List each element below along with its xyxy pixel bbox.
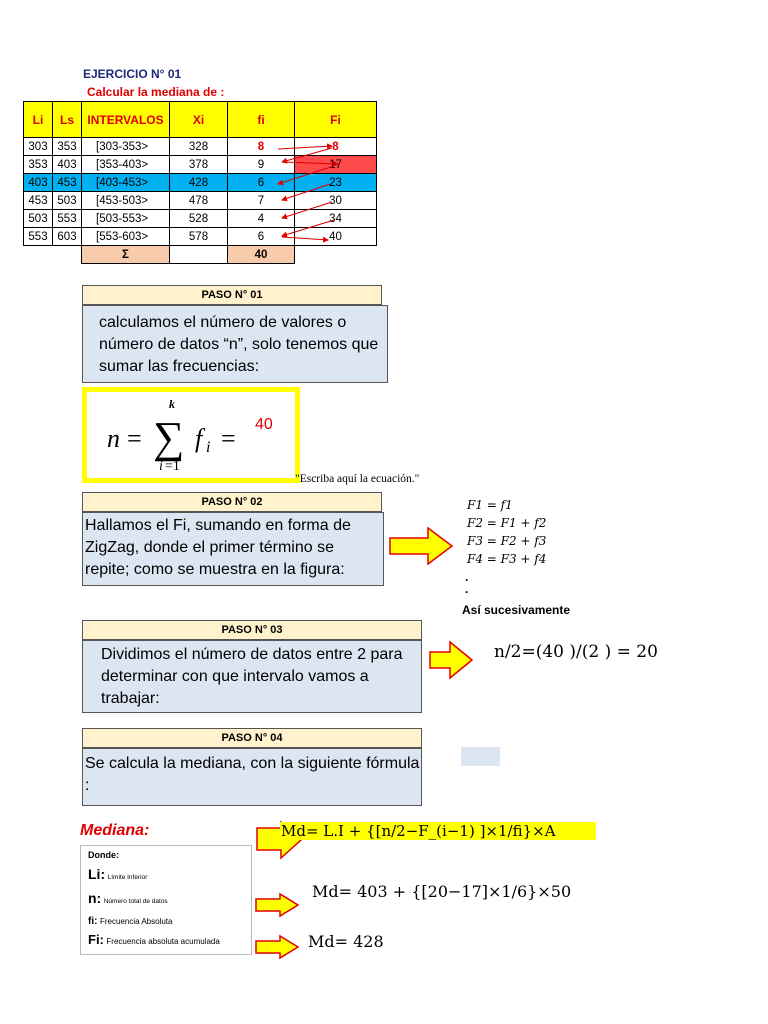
legend-desc: Número total de datos <box>103 898 168 905</box>
cell-li: 553 <box>24 228 53 246</box>
table-header-row <box>24 102 377 138</box>
dots: . <box>465 582 469 596</box>
mediana-result: Md= 428 <box>308 932 384 951</box>
cell-intervalo: [353-403> <box>82 156 170 174</box>
legend-symbol: n: <box>88 890 102 906</box>
svg-text:i: i <box>159 459 163 474</box>
sum-result: 40 <box>255 416 273 433</box>
sum-formula-box <box>82 387 300 483</box>
legend-desc: Frecuencia absoluta acumulada <box>106 937 220 946</box>
svg-text:∑: ∑ <box>153 413 185 462</box>
cell-ls: 503 <box>53 192 82 210</box>
cell-ls: 553 <box>53 210 82 228</box>
formula-line: F4 = F3 + f4 <box>467 552 547 566</box>
cell-fi: 4 <box>228 210 295 228</box>
col-li: Li <box>24 102 53 138</box>
step3-text: Dividimos el número de datos entre 2 para determinar con que intervalo vamos a trabajar: <box>82 640 422 713</box>
col-ls: Ls <box>53 102 82 138</box>
col-xi: Xi <box>170 102 228 138</box>
svg-text:k: k <box>169 397 175 411</box>
arrow-right-icon <box>388 526 456 566</box>
cell-Fi: 34 <box>295 210 377 228</box>
sum-value: 40 <box>228 246 295 264</box>
cell-xi: 578 <box>170 228 228 246</box>
cell-intervalo: [403-453> <box>82 174 170 192</box>
mediana-label: Mediana: <box>80 822 150 839</box>
exercise-title: EJERCICIO N° 01 <box>83 67 182 81</box>
sum-formula <box>87 392 295 478</box>
step4-heading: PASO N° 04 <box>82 728 422 748</box>
formula-line: F2 = F1 + f2 <box>467 516 547 530</box>
cell-ls: 353 <box>53 138 82 156</box>
cell-intervalo: [453-503> <box>82 192 170 210</box>
cell-Fi: 8 <box>295 138 377 156</box>
cell-fi: 9 <box>228 156 295 174</box>
zigzag-arrows <box>260 140 370 250</box>
arrow-right-icon <box>428 640 474 680</box>
step1-heading: PASO N° 01 <box>82 285 382 305</box>
legend-symbol: Fi: <box>88 932 104 947</box>
legend-title: Donde: <box>88 850 119 860</box>
dots: . <box>465 570 469 584</box>
cell-xi: 428 <box>170 174 228 192</box>
cell-intervalo: [553-603> <box>82 228 170 246</box>
legend-box <box>80 845 252 955</box>
step3-heading: PASO N° 03 <box>82 620 422 640</box>
cell-ls: 603 <box>53 228 82 246</box>
legend-desc: Frecuencia Absoluta <box>99 917 173 926</box>
step4-text: Se calcula la mediana, con la siguiente fórmula : <box>82 748 422 806</box>
svg-text:=1: =1 <box>165 459 180 474</box>
cell-li: 303 <box>24 138 53 156</box>
cell-fi: 8 <box>228 138 295 156</box>
mediana-formula: Md= L.I + {[n/2−F_(i−1) ]×1/fi}×A <box>281 822 556 840</box>
cell-li: 503 <box>24 210 53 228</box>
col-Fi: Fi <box>295 102 377 138</box>
cell-Fi: 17 <box>295 156 377 174</box>
fi-formulas <box>467 496 546 568</box>
step2-heading: PASO N° 02 <box>82 492 382 512</box>
mediana-substitution: Md= 403 + {[20−17]×1/6}×50 <box>312 882 572 901</box>
cell-xi: 378 <box>170 156 228 174</box>
cell-ls: 453 <box>53 174 82 192</box>
cell-li: 453 <box>24 192 53 210</box>
cell-xi: 528 <box>170 210 228 228</box>
arrow-right-icon <box>254 934 300 960</box>
step2-text: Hallamos el Fi, sumando en forma de ZigZag, donde el primer término se repite; como se muestra en la figura: <box>82 512 384 586</box>
n-half-formula: n/2=(40 )/(2 ) = 20 <box>494 642 658 662</box>
cell-Fi: 40 <box>295 228 377 246</box>
cell-li: 353 <box>24 156 53 174</box>
cell-intervalo: [503-553> <box>82 210 170 228</box>
equation-placeholder: "Escriba aquí la ecuación." <box>295 473 420 485</box>
col-fi: fi <box>228 102 295 138</box>
cell-fi: 6 <box>228 228 295 246</box>
legend-desc: Límite Inferior <box>107 874 148 881</box>
svg-text:f: f <box>195 424 203 453</box>
svg-text:i: i <box>206 439 211 456</box>
legend-symbol: Li: <box>88 866 106 882</box>
sum-symbol: Σ <box>82 246 170 264</box>
cell-li: 403 <box>24 174 53 192</box>
svg-text:n: n <box>107 424 120 453</box>
cell-Fi: 23 <box>295 174 377 192</box>
cell-xi: 328 <box>170 138 228 156</box>
sucesivamente-note: Así sucesivamente <box>462 603 571 617</box>
cell-fi: 7 <box>228 192 295 210</box>
cell-Fi: 30 <box>295 192 377 210</box>
cell-ls: 403 <box>53 156 82 174</box>
arrow-right-icon <box>254 892 300 918</box>
legend-symbol: fi: <box>88 916 98 927</box>
col-intervalos: INTERVALOS <box>82 102 170 138</box>
exercise-subtitle: Calcular la mediana de : <box>87 85 225 99</box>
cell-fi: 6 <box>228 174 295 192</box>
svg-text:=: = <box>221 424 236 453</box>
blank-box <box>461 747 500 766</box>
formula-line: F3 = F2 + f3 <box>467 534 547 548</box>
svg-text:=: = <box>127 424 142 453</box>
cell-xi: 478 <box>170 192 228 210</box>
formula-line: F1 = f1 <box>467 498 513 512</box>
cell-intervalo: [303-353> <box>82 138 170 156</box>
step1-text: calculamos el número de valores o número de datos “n”, solo tenemos que sumar las frecuencias: <box>82 305 388 383</box>
